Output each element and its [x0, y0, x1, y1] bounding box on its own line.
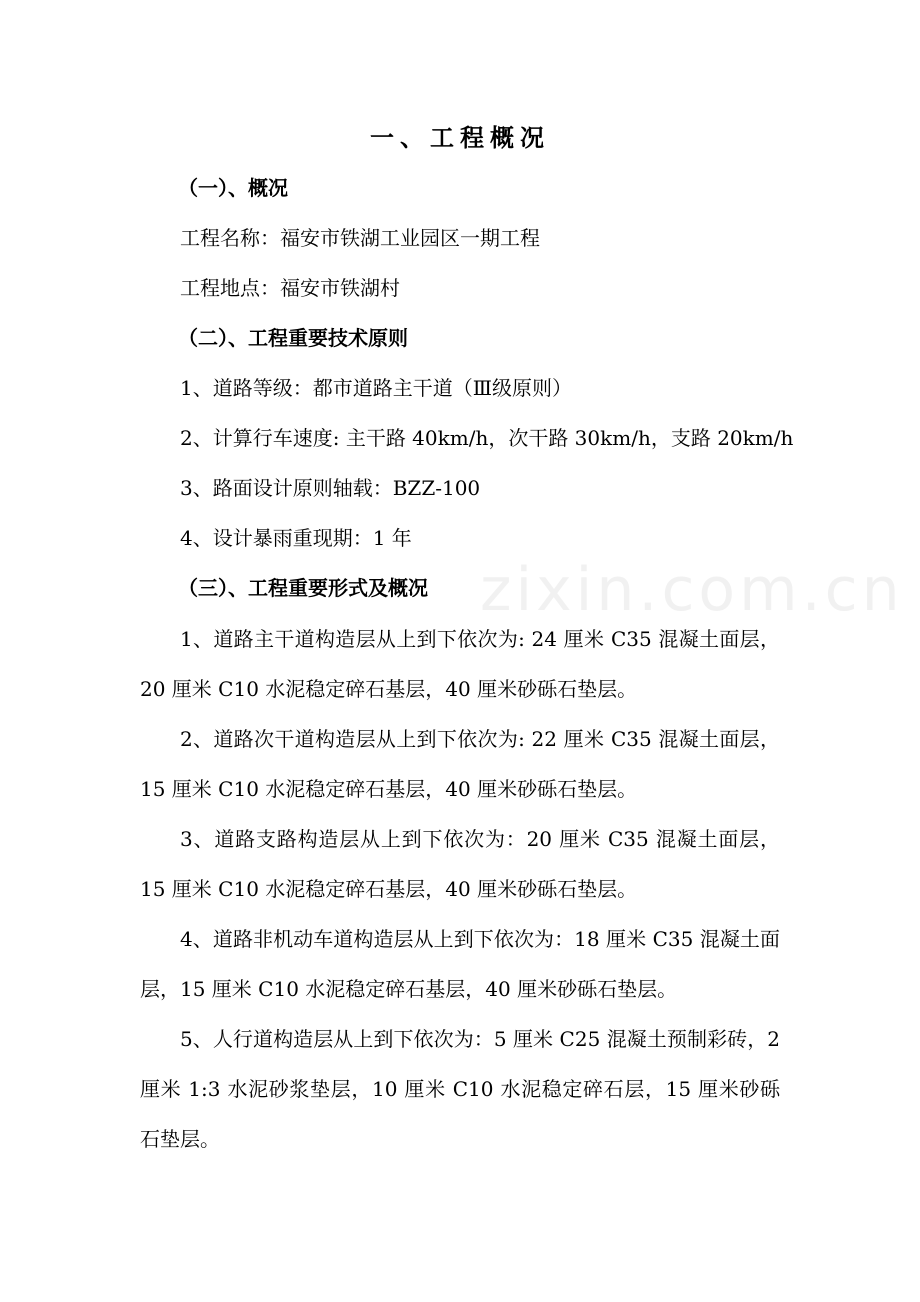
- paragraph-secondary-road-structure: 2、道路次干道构造层从上到下依次为: 22 厘米 C35 混凝土面层，15 厘米 C10 水泥稳定碎石基层，40 厘米砂砾石垫层。: [140, 727, 780, 801]
- project-name-line: 工程名称：福安市铁湖工业园区一期工程: [180, 226, 540, 250]
- paragraph-sidewalk-structure: 5、人行道构造层从上到下依次为：5 厘米 C25 混凝土预制彩砖，2 厘米 1:3 水泥砂浆垫层，10 厘米 C10 水泥稳定碎石层，15 厘米砂砾石垫层。: [140, 1027, 780, 1151]
- watermark: zixin.com.cn: [480, 555, 904, 625]
- page-title: 一、工程概况: [370, 124, 550, 152]
- axle-load-line: 3、路面设计原则轴载：BZZ-100: [180, 476, 481, 500]
- project-location-line: 工程地点：福安市铁湖村: [180, 276, 400, 300]
- design-speed-line: 2、计算行车速度: 主干路 40km/h，次干路 30km/h，支路 20km/h: [180, 426, 794, 450]
- paragraph-branch-road-structure: 3、道路支路构造层从上到下依次为：20 厘米 C35 混凝土面层，15 厘米 C10 水泥稳定碎石基层，40 厘米砂砾石垫层。: [140, 827, 780, 901]
- section-heading-technical-principles: （二）、工程重要技术原则: [178, 326, 408, 350]
- paragraph-main-road-structure: 1、道路主干道构造层从上到下依次为: 24 厘米 C35 混凝土面层，20 厘米 C10 水泥稳定碎石基层，40 厘米砂砾石垫层。: [140, 627, 780, 701]
- section-heading-overview: （一）、概况: [178, 176, 288, 200]
- paragraph-non-motor-lane-structure: 4、道路非机动车道构造层从上到下依次为：18 厘米 C35 混凝土面层，15 厘米 C10 水泥稳定碎石基层，40 厘米砂砾石垫层。: [140, 927, 780, 1001]
- rainstorm-period-line: 4、设计暴雨重现期：1 年: [180, 526, 412, 550]
- road-grade-line: 1、道路等级：都市道路主干道（Ⅲ级原则）: [180, 376, 573, 400]
- section-heading-structure-forms: （三）、工程重要形式及概况: [178, 576, 428, 600]
